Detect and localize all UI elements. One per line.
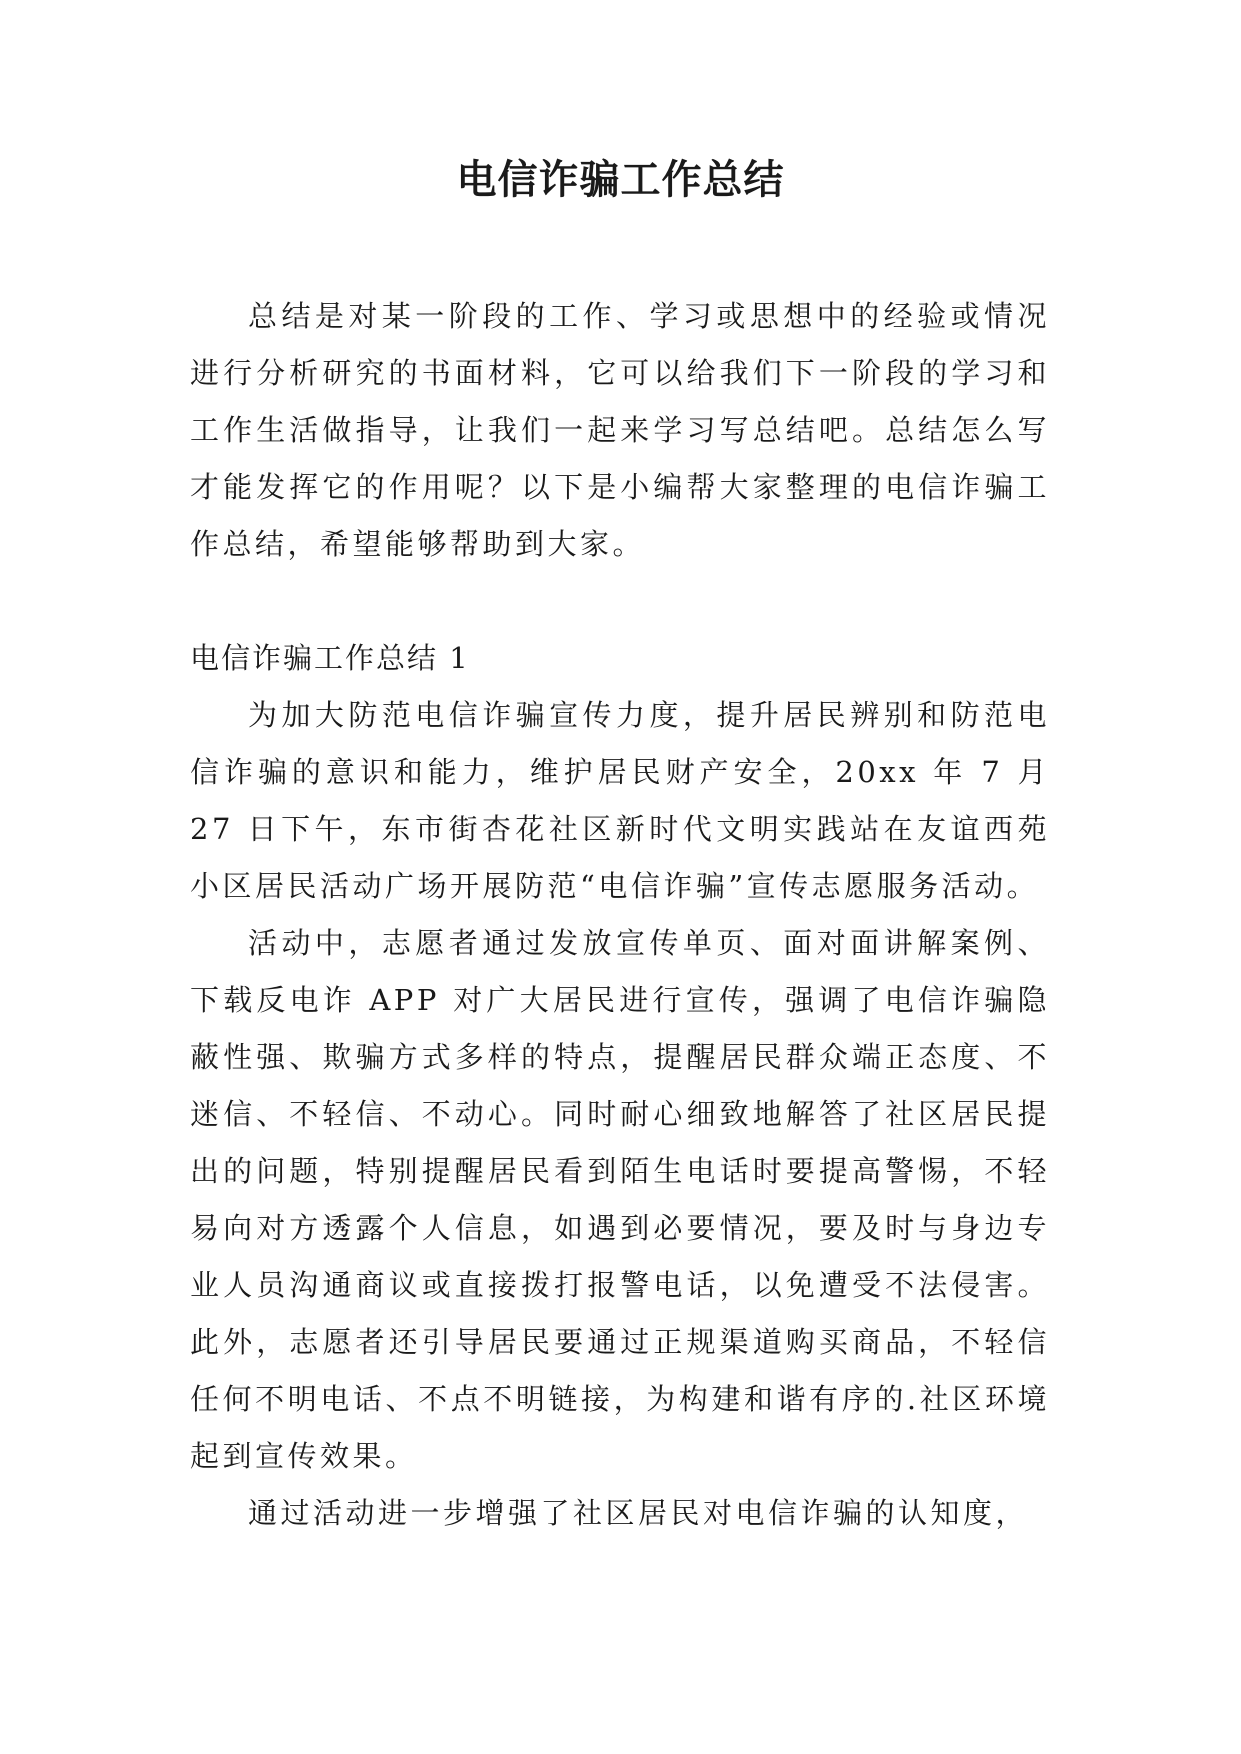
body-paragraph-1: 为加大防范电信诈骗宣传力度，提升居民辨别和防范电信诈骗的意识和能力，维护居民财产安全，20xx 年 7 月 27 日下午，东市街杏花社区新时代文明实践站在友谊西苑小区居民活动广场开展防范“电信诈骗”宣传志愿服务活动。 (190, 698, 1050, 903)
document-body (190, 288, 1050, 1542)
document-title: 电信诈骗工作总结 (456, 156, 785, 203)
body-paragraph-2: 活动中，志愿者通过发放宣传单页、面对面讲解案例、下载反电诈 APP 对广大居民进行宣传，强调了电信诈骗隐蔽性强、欺骗方式多样的特点，提醒居民群众端正态度、不迷信、不轻信、不动心。同时耐心细致地解答了社区居民提出的问题，特别提醒居民看到陌生电话时要提高警惕，不轻易向对方透露个人信息，如遇到必要情况，要及时与身边专业人员沟通商议或直接拨打报警电话，以免遭受不法侵害。此外，志愿者还引导居民要通过正规渠道购买商品，不轻信任何不明电话、不点不明链接，为构建和谐有序的.社区环境起到宣传效果。 (190, 926, 1050, 1473)
section-heading: 电信诈骗工作总结 1 (190, 641, 470, 675)
intro-paragraph: 总结是对某一阶段的工作、学习或思想中的经验或情况进行分析研究的书面材料，它可以给我们下一阶段的学习和工作生活做指导，让我们一起来学习写总结吧。总结怎么写才能发挥它的作用呢？以下是小编帮大家整理的电信诈骗工作总结，希望能够帮助到大家。 (190, 299, 1050, 561)
body-paragraph-3: 通过活动进一步增强了社区居民对电信诈骗的认知度， (248, 1496, 1029, 1530)
